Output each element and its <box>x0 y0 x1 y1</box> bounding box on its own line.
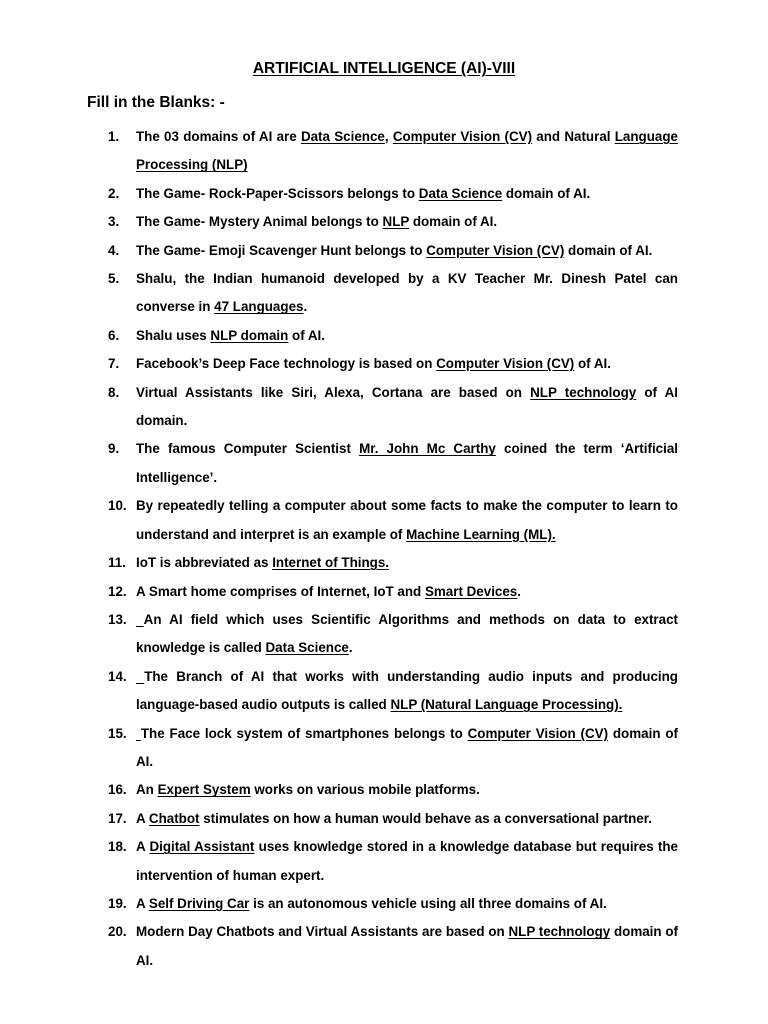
item-number: 3. <box>108 214 120 230</box>
question-segment: An AI field which uses Scientific Algorithms and methods on data to extract knowledge is called <box>136 611 678 656</box>
answer-text: Digital Assistant <box>149 839 255 855</box>
question-segment: Modern Day Chatbots and Virtual Assistants are based on <box>136 924 509 940</box>
list-item <box>108 890 678 918</box>
question-text <box>136 663 678 720</box>
question-text <box>136 805 678 833</box>
question-text <box>136 123 678 180</box>
question-segment: domain of AI. <box>564 242 653 258</box>
item-number: 20. <box>108 924 127 940</box>
question-text <box>136 776 678 804</box>
question-segment: of AI domain. <box>136 384 678 429</box>
question-segment: The Branch of AI that works with understanding audio inputs and producing language-based audio outputs is called <box>136 668 678 713</box>
question-segment: Virtual Assistants like Siri, Alexa, Cortana are based on <box>136 384 531 400</box>
answer-text: Data Science <box>418 185 503 201</box>
question-segment: The Game- Rock-Paper-Scissors belongs to <box>136 185 419 201</box>
question-segment: Shalu, the Indian humanoid developed by a KV Teacher Mr. Dinesh Patel can converse in <box>136 271 678 315</box>
item-number: 19. <box>108 895 127 911</box>
answer-text: NLP (Natural Language Processing). <box>390 697 623 713</box>
question-segment: domain of AI. <box>136 725 678 769</box>
list-item <box>108 237 678 265</box>
question-segment: and Natural <box>532 129 615 144</box>
question-segment: works on various mobile platforms. <box>250 782 480 798</box>
question-segment: A Smart home comprises of Internet, IoT and <box>136 583 425 599</box>
item-number: 2. <box>108 185 120 201</box>
list-item <box>108 350 678 378</box>
question-text <box>136 578 678 606</box>
question-segment: The famous Computer Scientist <box>136 441 360 457</box>
list-item <box>108 123 678 180</box>
item-number: 8. <box>108 384 120 400</box>
question-segment: The 03 domains of AI are <box>136 129 301 144</box>
answer-text <box>136 612 144 627</box>
document-title: ARTIFICIAL INTELLIGENCE (AI)-VIII <box>252 60 516 77</box>
answer-text: Internet of Things. <box>272 555 389 571</box>
answer-text: 47 Languages <box>214 299 304 315</box>
question-segment: A <box>136 895 149 911</box>
question-list <box>108 123 678 975</box>
question-text <box>136 379 678 436</box>
question-segment: A <box>136 839 150 855</box>
item-number: 13. <box>108 611 127 627</box>
item-number: 9. <box>108 441 120 457</box>
list-item <box>108 663 678 720</box>
list-item <box>108 322 678 350</box>
item-number: 7. <box>108 356 120 372</box>
answer-text: Smart Devices <box>424 583 518 599</box>
answer-text: Self Driving Car <box>148 895 250 911</box>
question-text <box>136 549 678 577</box>
question-text <box>136 833 678 890</box>
question-segment: An <box>136 782 158 798</box>
list-item <box>108 492 678 549</box>
list-item <box>108 208 678 236</box>
question-segment: Facebook’s Deep Face technology is based on <box>136 356 437 372</box>
answer-text: Language Processing (NLP) <box>136 129 678 173</box>
question-segment: . <box>303 299 308 315</box>
item-number: 4. <box>108 242 120 258</box>
section-heading: Fill in the Blanks: - <box>87 94 225 111</box>
answer-text: Expert System <box>157 782 251 798</box>
list-item <box>108 435 678 492</box>
question-segment: By repeatedly telling a computer about some facts to make the computer to learn to understand and interpret is an example of <box>136 498 678 542</box>
list-item <box>108 720 678 777</box>
question-segment: . <box>517 583 521 599</box>
answer-text: Data Science <box>265 640 349 656</box>
item-number: 17. <box>108 810 127 826</box>
item-number: 10. <box>108 498 127 514</box>
question-segment: IoT is abbreviated as <box>136 555 273 571</box>
list-item <box>108 549 678 577</box>
answer-text: Chatbot <box>148 810 200 826</box>
question-segment: coined the term ‘Artificial Intelligence’. <box>136 441 678 485</box>
question-text <box>136 720 678 777</box>
question-segment: domain of AI. <box>502 185 591 201</box>
question-text <box>136 890 678 918</box>
answer-text <box>136 669 144 684</box>
answer-text: Machine Learning (ML). <box>406 526 556 542</box>
question-text <box>136 265 678 322</box>
question-segment: , <box>384 129 393 144</box>
question-text <box>136 322 678 350</box>
item-number: 14. <box>108 668 127 684</box>
list-item <box>108 180 678 208</box>
item-number: 18. <box>108 839 127 855</box>
list-item <box>108 805 678 833</box>
answer-text: Computer Vision (CV) <box>426 242 565 258</box>
answer-text: NLP technology <box>508 924 611 940</box>
question-segment: domain of AI. <box>136 924 678 968</box>
question-text <box>136 208 678 236</box>
item-number: 16. <box>108 782 127 798</box>
list-item <box>108 265 678 322</box>
list-item <box>108 918 678 975</box>
item-number: 11. <box>108 555 126 571</box>
question-segment: stimulates on how a human would behave as a conversational partner. <box>199 810 652 826</box>
list-item <box>108 379 678 436</box>
answer-text: Computer Vision (CV) <box>467 725 609 741</box>
item-number: 15. <box>108 725 127 741</box>
question-text <box>136 350 678 378</box>
list-item <box>108 606 678 663</box>
question-text <box>136 435 678 492</box>
question-segment: A <box>136 810 149 826</box>
question-segment: . <box>348 640 353 656</box>
answer-text: NLP technology <box>530 384 637 400</box>
answer-text: Computer Vision (CV) <box>436 356 575 372</box>
question-segment: The Game- Emoji Scavenger Hunt belongs to <box>136 242 427 258</box>
list-item <box>108 578 678 606</box>
question-segment: of AI. <box>574 356 611 372</box>
question-segment: uses knowledge stored in a knowledge database but requires the intervention of human expert. <box>136 839 678 883</box>
question-segment: Shalu uses <box>136 327 211 343</box>
list-item <box>108 833 678 890</box>
answer-text: Mr. John Mc Carthy <box>359 441 496 457</box>
question-segment: of AI. <box>288 327 325 343</box>
question-text <box>136 492 678 549</box>
question-segment: The Game- Mystery Animal belongs to <box>136 214 383 230</box>
question-text <box>136 918 678 975</box>
list-item <box>108 776 678 804</box>
question-segment: domain of AI. <box>409 214 498 230</box>
question-text <box>136 606 678 663</box>
question-text <box>136 180 678 208</box>
answer-text: Data Science <box>300 129 385 144</box>
item-number: 6. <box>108 327 120 343</box>
answer-text: NLP domain <box>210 327 289 343</box>
question-text <box>136 237 678 265</box>
item-number: 12. <box>108 583 127 599</box>
answer-text: NLP <box>382 214 410 230</box>
answer-text: Computer Vision (CV) <box>392 129 533 144</box>
question-segment: is an autonomous vehicle using all three domains of AI. <box>249 895 607 911</box>
item-number: 5. <box>108 271 120 287</box>
item-number: 1. <box>108 129 120 144</box>
question-segment: The Face lock system of smartphones belongs to <box>140 725 468 741</box>
